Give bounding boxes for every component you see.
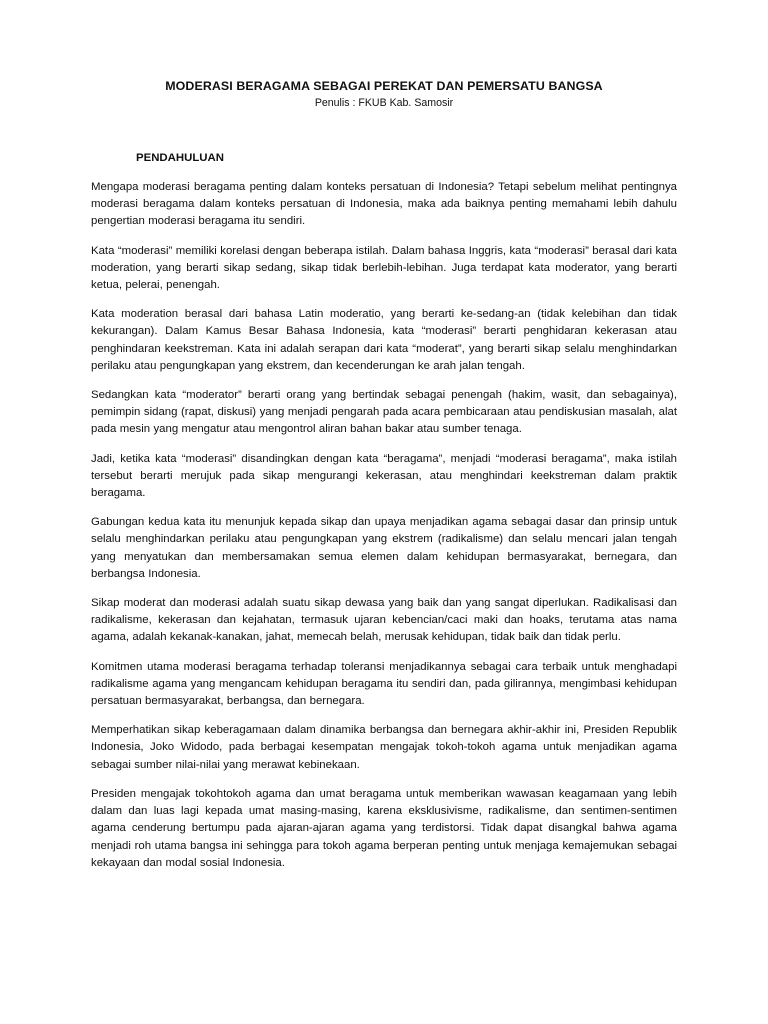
paragraph: Sedangkan kata “moderator” berarti orang yang bertindak sebagai penengah (hakim, wasit, dan sebagainya), pemimpin sidang (rapat, diskusi) yang menjadi pengarah pada acara pembicaraan atau pendiskusian masalah, alat pada mesin yang mengatur atau mengontrol aliran bahan bakar atau sumber tenaga.	[91, 389, 677, 436]
document-body	[91, 179, 677, 884]
document-author: Penulis : FKUB Kab. Samosir	[314, 97, 454, 109]
paragraph: Jadi, ketika kata “moderasi” disandingkan dengan kata “beragama”, menjadi “moderasi beragama”, maka istilah tersebut berarti merujuk pada sikap mengurangi kekerasan, atau menghindari keekstreman dalam praktik beragama.	[91, 452, 677, 500]
section-heading: PENDAHULUAN	[136, 152, 224, 164]
paragraph: Komitmen utama moderasi beragama terhadap toleransi menjadikannya sebagai cara terbaik untuk menghadapi radikalisme agama yang mengancam kehidupan beragama itu sendiri dan, pada gilirannya, mengimbasi kehidupan persatuan bermasyarakat, berbangsa, dan bernegara.	[91, 660, 677, 708]
paragraph: Memperhatikan sikap keberagamaan dalam dinamika berbangsa dan bernegara akhir-akhir ini, Presiden Republik Indonesia, Joko Widodo, pada berbagai kesempatan mengajak tokoh-tokoh agama untuk menjadikan agama sebagai sumber nilai-nilai yang merawat kebinekaan.	[91, 724, 677, 771]
paragraph: Gabungan kedua kata itu menunjuk kepada sikap dan upaya menjadikan agama sebagai dasar dan prinsip untuk selalu menghindarkan perilaku atau pengungkapan yang ekstrem (radikalisme) dan selalu mencari jalan tengah yang menyatukan dan membersamakan semua elemen dalam kehidupan bermasyarakat, bernegara, dan berbangsa Indonesia.	[91, 516, 677, 580]
paragraph: Kata “moderasi” memiliki korelasi dengan beberapa istilah. Dalam bahasa Inggris, kata “moderasi” berasal dari kata moderation, yang berarti sikap sedang, sikap tidak berlebih-lebihan. Juga terdapat kata moderator, yang berarti ketua, pelerai, penengah.	[91, 244, 677, 292]
paragraph: Presiden mengajak tokohtokoh agama dan umat beragama untuk memberikan wawasan keagamaan yang lebih dalam dan luas lagi kepada umat masing-masing, karena eksklusivisme, radikalisme, dan sentimen-sentimen agama cenderung bertumpu pada ajaran-ajaran agama yang terdistorsi. Tidak dapat disangkal bahwa agama menjadi roh utama bangsa ini sehingga para tokoh agama berperan penting untuk menjaga kemajemukan sebagai kekayaan dan modal sosial Indonesia.	[91, 787, 677, 869]
paragraph: Kata moderation berasal dari bahasa Latin moderatio, yang berarti ke-sedang-an (tidak kelebihan dan tidak kekurangan). Dalam Kamus Besar Bahasa Indonesia, kata “moderasi” berarti penghidaran kekerasan atau penghindaran keekstreman. Kata ini adalah serapan dari kata “moderat”, yang berarti sikap selalu menghindarkan perilaku atau pengungkapan yang ekstrem, dan kecenderungan ke arah jalan tengah.	[91, 308, 677, 372]
paragraph: Mengapa moderasi beragama penting dalam konteks persatuan di Indonesia? Tetapi sebelum melihat pentingnya moderasi beragama dalam konteks persatuan di Indonesia, maka ada baiknya penting memahami lebih dahulu pengertian moderasi beragama itu sendiri.	[91, 181, 677, 228]
document-title: MODERASI BERAGAMA SEBAGAI PEREKAT DAN PEMERSATU BANGSA	[165, 79, 603, 93]
paragraph: Sikap moderat dan moderasi adalah suatu sikap dewasa yang baik dan yang sangat diperlukan. Radikalisasi dan radikalisme, kekerasan dan kejahatan, termasuk ujaran kebencian/caci maki dan hoaks, terutama atas nama agama, adalah kekanak-kanakan, jahat, memecah belah, merusak kehidupan, tidak baik dan tidak perlu.	[91, 597, 677, 644]
